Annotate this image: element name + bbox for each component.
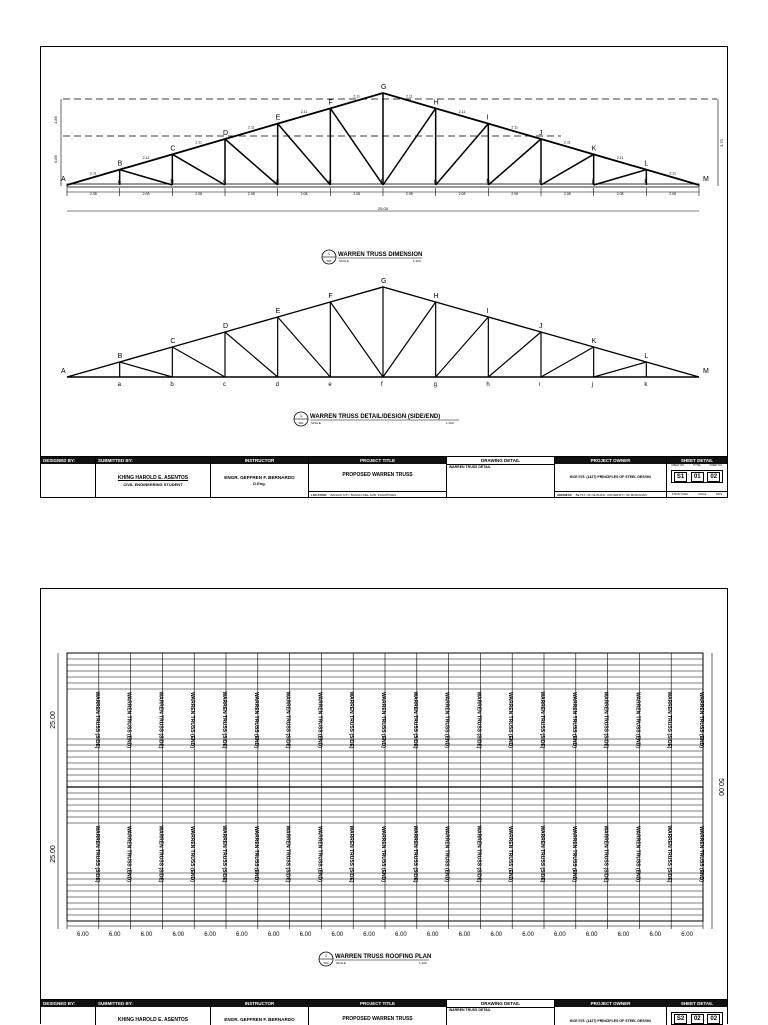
top-chord-length: 2.11	[353, 94, 360, 99]
dim-top-label: A	[61, 176, 66, 183]
dim-bottom-label: e	[328, 179, 332, 185]
sheet-number: S1	[674, 472, 687, 482]
detail-top-label: F	[328, 293, 333, 300]
dim-top-label: C	[170, 145, 176, 153]
plan-marker-top: 1	[324, 953, 328, 958]
truss-label-upper: WARREN TRUSS (SIDE)	[157, 691, 164, 749]
panel-width-label: 2.08	[142, 192, 150, 196]
truss-label-upper: WARREN TRUSS (END)	[443, 692, 450, 748]
right-dim: 50.00	[717, 778, 724, 796]
bay-width-label: 6.00	[458, 932, 471, 938]
truss-diagonal	[383, 108, 436, 185]
detail-top-label: B	[117, 353, 123, 360]
truss-drawings-sheet-1	[41, 47, 727, 457]
truss-diagonal	[541, 347, 594, 377]
sheet-numbers-2	[671, 1012, 723, 1025]
top-chord-length: 2.11	[669, 171, 676, 176]
truss-diagonal	[117, 170, 173, 185]
dim-top-label: D	[223, 130, 229, 137]
truss-label-upper: WARREN TRUSS (END)	[634, 692, 641, 748]
dim-bottom-label: k	[644, 179, 648, 185]
truss-label-lower: WARREN TRUSS (SIDE)	[157, 825, 164, 883]
sheet-sub-labels	[667, 464, 727, 469]
truss-diagonal	[383, 302, 436, 377]
panel-width-label: 2.08	[300, 192, 308, 196]
drawing-detail: WARREN TRUSS DETAIL	[449, 1008, 491, 1012]
sheet-bottom-labels	[667, 491, 727, 498]
detail-scale-value: 1:100	[446, 421, 454, 425]
student-name: KHING HAROLD E. ASENTOS	[117, 475, 189, 481]
dim-bottom-label: c	[223, 179, 226, 185]
truss-diagonal	[541, 154, 594, 185]
detail-top-label: I	[486, 308, 489, 315]
truss-label-lower: WARREN TRUSS (SIDE)	[93, 825, 100, 883]
truss-label-lower: WARREN TRUSS (END)	[316, 826, 323, 882]
truss-label-upper: WARREN TRUSS (END)	[316, 692, 323, 748]
detail-marker-bottom: S01	[298, 421, 304, 425]
truss-label-lower: WARREN TRUSS (END)	[443, 826, 450, 882]
bay-width-label: 6.00	[681, 932, 693, 938]
detail-marker-top: 1	[299, 413, 303, 418]
detail-bottom-label: c	[223, 382, 226, 388]
bay-width-label: 6.00	[617, 932, 630, 938]
submitted-by-cell	[96, 1000, 211, 1025]
student-role: CIVIL ENGINEERING STUDENT	[123, 482, 183, 487]
submitted-by-cell	[96, 457, 211, 498]
truss-diagonal	[278, 317, 331, 377]
truss-diagonal	[436, 317, 489, 377]
sheet-number: S2	[674, 1014, 687, 1024]
panel-width-label: 2.08	[195, 192, 203, 196]
bay-width-label: 6.00	[77, 932, 89, 938]
truss-label-lower: WARREN TRUSS (SIDE)	[475, 825, 482, 883]
dim-top-label: B	[117, 160, 123, 168]
dim-bottom-label: f	[381, 179, 383, 185]
sheet-bottom-label: DATE	[715, 493, 723, 496]
panel-width-label: 2.08	[511, 192, 519, 196]
detail-top-label: J	[539, 323, 543, 330]
truss-diagonal	[433, 124, 489, 185]
truss-label-upper: WARREN TRUSS (SIDE)	[539, 691, 545, 749]
top-chord-length: 2.11	[511, 125, 518, 130]
panel-width-label: 2.08	[458, 192, 466, 196]
dim-marker-top: 1	[327, 251, 331, 256]
dim-bottom-label: j	[591, 179, 594, 185]
truss-diagonal	[594, 362, 647, 377]
dim-bottom-label: i	[539, 179, 541, 185]
top-chord-length: 2.11	[300, 110, 308, 114]
bay-width-label: 6.00	[363, 932, 375, 938]
detail-bottom-label: h	[486, 382, 490, 388]
project-title-caption: PROJECT TITLE	[309, 1000, 446, 1007]
dim-top-label: G	[381, 84, 387, 91]
dim-bottom-label: d	[275, 179, 280, 185]
project-owner: BCE 575. (1427) PRINCIPLES OF STEEL DESIGN	[570, 1019, 651, 1023]
bay-width-label: 6.00	[649, 932, 662, 938]
submitted-by-caption: SUBMITTED BY:	[96, 1000, 210, 1007]
sheet-bottom-label: STRUCTURAL	[671, 493, 689, 496]
drawing-sheet-2	[40, 588, 728, 1024]
detail-top-label: G	[381, 278, 387, 285]
truss-label-upper: WARREN TRUSS (END)	[698, 692, 704, 748]
truss-label-lower: WARREN TRUSS (END)	[380, 826, 386, 882]
dim-bottom-label: h	[486, 179, 490, 185]
truss-label-upper: WARREN TRUSS (SIDE)	[221, 691, 227, 749]
truss-label-upper: WARREN TRUSS (END)	[252, 692, 259, 748]
sheet-sub-label: SHEET NO.	[709, 464, 723, 467]
left-lower-dim: 0.85	[53, 155, 58, 163]
instructor-name: ENGR. GEFFREN F. BERNARDO	[224, 1017, 295, 1022]
sheet-numbers-1	[671, 470, 723, 483]
instructor-name: ENGR. GEFFREN F. BERNARDO	[224, 475, 295, 480]
top-chord-length: 2.11	[458, 110, 466, 114]
project-title: PROPOSED WARREN TRUSS	[342, 472, 413, 478]
bay-width-label: 6.00	[395, 932, 407, 938]
dim-top-label: I	[486, 114, 489, 122]
panel-width-label: 2.08	[669, 192, 677, 196]
top-chord-length: 2.11	[248, 125, 255, 130]
truss-label-lower: WARREN TRUSS (SIDE)	[539, 825, 545, 883]
title-block-1	[41, 456, 727, 498]
bay-width-label: 6.00	[108, 932, 121, 938]
truss-label-upper: WARREN TRUSS (SIDE)	[284, 691, 291, 749]
truss-diagonal	[488, 139, 541, 185]
sheet-bottom-label: SCALE	[698, 493, 707, 496]
sheet-sub-label: TOTAL	[693, 464, 701, 467]
location-label: LOCATION	[311, 493, 327, 497]
panel-width-label: 2.08	[247, 192, 255, 196]
detail-bottom-label: b	[170, 382, 174, 388]
plan-scale-label: SCALE	[336, 961, 346, 965]
top-chord-length: 2.11	[195, 140, 202, 145]
sheet-sub-label: SHEET NO.	[671, 464, 685, 467]
sheet-number: 02	[707, 472, 720, 482]
detail-top-label: C	[170, 338, 176, 345]
project-owner: BCE 575. (1427) PRINCIPLES OF STEEL DESIGN	[570, 475, 651, 479]
top-chord-length: 2.11	[90, 171, 97, 176]
project-owner-cell	[555, 1000, 667, 1025]
truss-label-upper: WARREN TRUSS (END)	[507, 692, 514, 748]
truss-label-lower: WARREN TRUSS (SIDE)	[602, 825, 609, 883]
detail-top-label: H	[433, 293, 439, 300]
instructor-cell	[211, 1000, 309, 1025]
detail-top-label: M	[703, 368, 709, 375]
truss-diagonal	[275, 124, 331, 185]
dim-scale-label: SCALE	[339, 259, 349, 263]
project-title-cell	[309, 1000, 447, 1025]
detail-title: WARREN TRUSS DETAIL/DESIGN (SIDE/END)	[310, 414, 441, 420]
address-row	[555, 491, 666, 498]
truss-diagonal	[594, 170, 647, 185]
sheet-number: 01	[691, 472, 704, 482]
truss-label-upper: WARREN TRUSS (END)	[125, 692, 132, 748]
truss-diagonal	[330, 302, 383, 377]
panel-width-label: 2.08	[563, 192, 571, 196]
detail-bottom-label: a	[117, 382, 122, 388]
truss-label-upper: WARREN TRUSS (SIDE)	[411, 691, 418, 749]
title-block-2	[41, 999, 727, 1025]
address-value: BE IST. OF CE BUILD. UNIVERSITY OF MINDANAO	[575, 493, 647, 497]
dim-bottom-label: b	[170, 179, 174, 185]
bay-width-label: 6.00	[426, 932, 439, 938]
sheet-detail-caption: SHEET DETAIL	[667, 1000, 727, 1007]
project-owner-caption: PROJECT OWNER	[555, 1000, 666, 1007]
truss-label-lower: WARREN TRUSS (END)	[507, 826, 514, 882]
bay-width-label: 6.00	[204, 932, 216, 938]
detail-truss	[67, 287, 699, 377]
drawing-detail-cell	[447, 457, 555, 498]
total-span-label: 25.00	[377, 206, 389, 211]
detail-bottom-label: g	[433, 382, 438, 388]
sheet-detail-cell	[667, 1000, 727, 1025]
plan-scale-value: 1:100	[419, 961, 427, 965]
dim-top-label: E	[275, 114, 281, 122]
truss-diagonal	[172, 347, 225, 377]
dim-top-label: L	[644, 160, 649, 168]
truss-label-lower: WARREN TRUSS (SIDE)	[284, 825, 291, 883]
sheet-number: 02	[691, 1014, 704, 1024]
truss-label-lower: WARREN TRUSS (END)	[125, 826, 132, 882]
top-chord-length: 2.11	[142, 156, 150, 160]
truss-diagonal	[330, 108, 383, 185]
address-label: ADDRESS	[557, 493, 572, 497]
bay-width-label: 6.00	[585, 932, 598, 938]
truss-label-upper: WARREN TRUSS (END)	[380, 692, 386, 748]
plan-title: WARREN TRUSS ROOFING PLAN	[335, 954, 432, 960]
project-owner-cell	[555, 457, 667, 498]
detail-title-block	[294, 412, 459, 426]
sheet-detail-cell	[667, 457, 727, 498]
project-owner-caption: PROJECT OWNER	[555, 457, 666, 464]
bay-width-label: 6.00	[522, 932, 534, 938]
dim-top-label: M	[703, 176, 709, 183]
dimension-title-block	[322, 250, 422, 264]
sheet-detail-caption: SHEET DETAIL	[667, 457, 727, 464]
truss-label-upper: WARREN TRUSS (SIDE)	[475, 691, 482, 749]
detail-bottom-label: j	[591, 382, 594, 388]
detail-top-label: D	[223, 323, 229, 330]
student-name: KHING HAROLD E. ASENTOS	[117, 1017, 189, 1023]
designed-by-caption: DESIGNED BY:	[41, 457, 95, 464]
bay-width-label: 6.00	[554, 932, 566, 938]
instructor-caption: INSTRUCTOR	[211, 1000, 308, 1007]
truss-diagonal	[172, 154, 225, 185]
drawing-detail: WARREN TRUSS DETAIL	[449, 465, 491, 469]
detail-scale-label: SCALE	[311, 421, 321, 425]
detail-bottom-label: f	[381, 382, 383, 388]
project-title-caption: PROJECT TITLE	[309, 457, 446, 464]
detail-bottom-label: d	[275, 382, 280, 388]
plan-marker-bottom: S02	[323, 961, 329, 965]
project-title-cell	[309, 457, 447, 498]
truss-diagonal	[488, 332, 541, 377]
truss-label-lower: WARREN TRUSS (END)	[189, 826, 196, 882]
detail-top-label: A	[61, 368, 66, 375]
truss-label-lower: WARREN TRUSS (SIDE)	[666, 825, 673, 883]
bay-width-label: 6.00	[299, 932, 312, 938]
left-dim-top: 25.00	[50, 711, 57, 729]
designed-by-caption: DESIGNED BY:	[41, 1000, 95, 1007]
truss-label-lower: WARREN TRUSS (SIDE)	[348, 825, 355, 883]
left-dim-bottom: 25.00	[50, 845, 57, 863]
right-dim: 3.70	[719, 139, 724, 147]
bay-width-label: 6.00	[267, 932, 280, 938]
drawing-detail-cell	[447, 1000, 555, 1025]
truss-label-lower: WARREN TRUSS (SIDE)	[411, 825, 418, 883]
truss-label-lower: WARREN TRUSS (END)	[698, 826, 704, 882]
roofing-plan	[41, 589, 727, 999]
dim-marker-bottom: S01	[326, 259, 332, 263]
bay-width-label: 6.00	[331, 932, 344, 938]
truss-label-upper: WARREN TRUSS (SIDE)	[602, 691, 609, 749]
dim-bottom-label: g	[433, 179, 438, 185]
drawing-detail-caption: DRAWING DETAIL	[447, 457, 554, 465]
dimension-title: WARREN TRUSS DIMENSION	[338, 252, 423, 258]
submitted-by-caption: SUBMITTED BY:	[96, 457, 210, 464]
detail-top-label: K	[591, 338, 597, 345]
dim-top-label: K	[591, 145, 597, 153]
truss-label-upper: WARREN TRUSS (END)	[570, 692, 577, 748]
bay-width-label: 6.00	[236, 932, 248, 938]
left-upper-dim: 1.85	[53, 116, 58, 124]
truss-label-lower: WARREN TRUSS (END)	[252, 826, 259, 882]
top-chord-length: 2.11	[564, 140, 571, 145]
designed-by-cell	[41, 1000, 96, 1025]
panel-width-label: 2.08	[89, 192, 97, 196]
bay-labels	[77, 932, 694, 938]
detail-bottom-label: e	[328, 382, 332, 388]
truss-label-upper: WARREN TRUSS (END)	[189, 692, 196, 748]
instructor-caption: INSTRUCTOR	[211, 457, 308, 464]
dim-top-label: F	[328, 99, 333, 107]
truss-label-upper: WARREN TRUSS (SIDE)	[93, 691, 100, 749]
dim-scale-value: 1:100	[413, 259, 421, 263]
top-chord-length: 2.11	[616, 156, 624, 160]
panel-width-label: 2.08	[616, 192, 624, 196]
bay-width-label: 6.00	[172, 932, 185, 938]
bay-width-label: 6.00	[490, 932, 503, 938]
detail-bottom-label: k	[644, 382, 648, 388]
truss-label-lower: WARREN TRUSS (END)	[570, 826, 577, 882]
truss-label-upper: WARREN TRUSS (SIDE)	[348, 691, 355, 749]
dim-top-label: J	[539, 130, 543, 137]
panel-width-label: 2.08	[405, 192, 413, 196]
plan-title-block	[319, 952, 431, 966]
designed-by-cell	[41, 457, 96, 498]
project-title: PROPOSED WARREN TRUSS	[342, 1016, 413, 1022]
truss-diagonal	[225, 332, 278, 377]
bay-width-label: 6.00	[140, 932, 153, 938]
truss-diagonal	[225, 139, 278, 185]
truss-diagonal	[120, 362, 173, 377]
location-row	[309, 491, 446, 498]
location-value: BANGUI CITY, BANGUI DEL SUR, PHILIPPINES	[330, 493, 397, 497]
truss-label-lower: WARREN TRUSS (SIDE)	[221, 825, 227, 883]
detail-bottom-label: i	[539, 382, 541, 388]
detail-top-label: E	[275, 308, 281, 315]
truss-label-upper: WARREN TRUSS (SIDE)	[666, 691, 673, 749]
top-chord-length: 2.11	[406, 94, 413, 99]
instructor-cell	[211, 457, 309, 498]
dim-top-label: H	[433, 99, 439, 107]
sheet-number: 02	[707, 1014, 720, 1024]
dim-bottom-label: a	[117, 179, 122, 185]
panel-width-label: 2.08	[353, 192, 361, 196]
detail-top-label: L	[644, 353, 649, 360]
drawing-detail-caption: DRAWING DETAIL	[447, 1000, 554, 1008]
truss-label-lower: WARREN TRUSS (END)	[634, 826, 641, 882]
instructor-degree: D.Eng.	[253, 481, 266, 486]
drawing-sheet-1	[40, 46, 728, 498]
